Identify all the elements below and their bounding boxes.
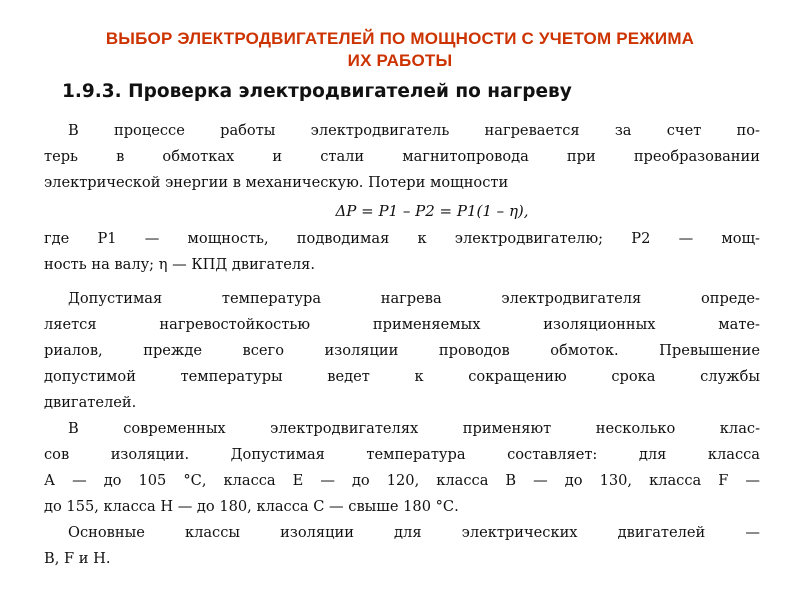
text-line: сов изоляции. Допустимая температура составляет: для класса [44, 446, 760, 463]
slide-title-line-1: ВЫБОР ЭЛЕКТРОДВИГАТЕЛЕЙ ПО МОЩНОСТИ С УЧЕТОМ РЕЖИМА [105, 29, 695, 48]
paragraph-main-classes [44, 520, 760, 572]
slide-title-line-2: ИХ РАБОТЫ [347, 51, 453, 70]
scanned-textbook-page [44, 80, 760, 572]
paragraph-allowed-temperature [44, 286, 760, 416]
paragraph-heat-losses [44, 118, 760, 196]
text-line: электрической энергии в механическую. Потери мощности [44, 174, 509, 191]
text-line: где P1 — мощность, подводимая к электродвигателю; P2 — мощ- [44, 230, 760, 247]
text-line: ляется нагревостойкостью применяемых изоляционных мате- [44, 316, 760, 333]
text-line: В, F и Н. [44, 550, 111, 567]
text-line: В процессе работы электродвигатель нагревается за счет по- [68, 122, 760, 139]
slide-title [40, 28, 760, 72]
text-line: А — до 105 °С, класса Е — до 120, класса В — до 130, класса F — [44, 472, 760, 489]
text-line: двигателей. [44, 394, 137, 411]
power-loss-formula: ΔP = P1 – P2 = P1(1 – η), [335, 202, 529, 220]
text-line: ность на валу; η — КПД двигателя. [44, 256, 315, 273]
text-line: Основные классы изоляции для электрических двигателей — [68, 524, 760, 541]
paragraph-insulation-classes [44, 416, 760, 520]
text-line: допустимой температуры ведет к сокращению срока службы [44, 368, 760, 385]
paragraph-formula-legend [44, 226, 760, 278]
text-line: Допустимая температура нагрева электродвигателя опреде- [68, 290, 760, 307]
text-line: В современных электродвигателях применяют несколько клас- [68, 420, 760, 437]
section-heading: 1.9.3. Проверка электродвигателей по нагреву [62, 81, 572, 102]
text-line: до 155, класса Н — до 180, класса С — свыше 180 °С. [44, 498, 459, 515]
text-line: терь в обмотках и стали магнитопровода при преобразовании [44, 148, 760, 165]
text-line: риалов, прежде всего изоляции проводов обмоток. Превышение [44, 342, 760, 359]
